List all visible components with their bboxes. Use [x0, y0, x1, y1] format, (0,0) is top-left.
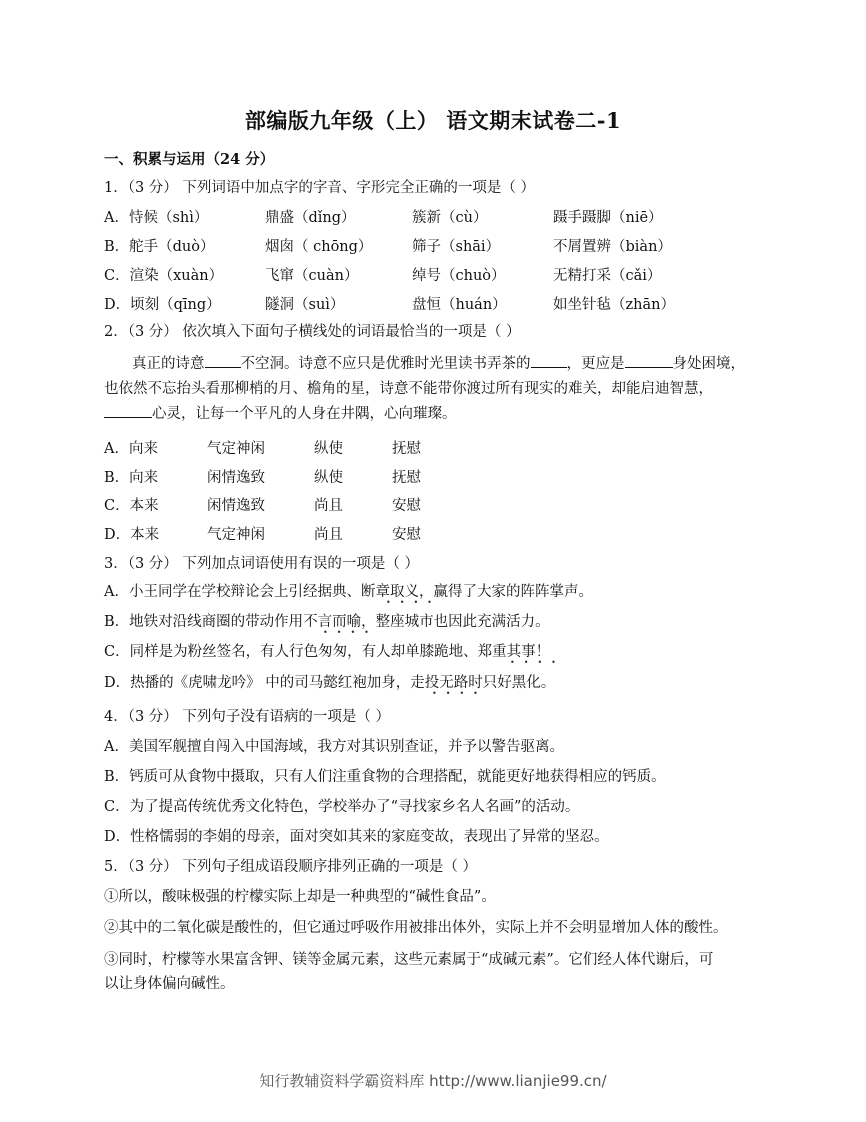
question-4-option-d: D．性格懦弱的李娟的母亲，面对突如其来的家庭变故，表现出了异常的坚忍。	[104, 829, 609, 845]
option-a-col3: 簇新（cù）	[412, 210, 488, 226]
option-b-word3: 纵使	[314, 470, 343, 486]
option-b-word4: 抚慰	[392, 470, 421, 486]
option-c-col2: 飞窜（cuàn）	[265, 268, 359, 284]
emphasis-dots: ••••	[386, 598, 441, 607]
question-2-stem: 2．（3 分） 依次填入下面句子横线处的词语最恰当的一项是（ ）	[104, 324, 521, 340]
option-d-col4: 如坐针毡（zhān）	[553, 297, 675, 313]
option-c-word2: 闲情逸致	[207, 498, 265, 514]
passage-text: 真正的诗意	[132, 356, 205, 372]
option-b-col3: 筛子（shāi）	[412, 239, 501, 255]
blank-1	[205, 353, 241, 368]
option-d-word2: 气定神闲	[207, 527, 265, 543]
option-d-word4: 安慰	[392, 527, 421, 543]
option-a-col1: A．恃候（shì）	[104, 210, 209, 226]
emphasis-dots: ••••	[323, 628, 378, 637]
option-b-word1: B．向来	[104, 470, 159, 486]
question-3-option-a: A．小王同学在学校辩论会上引经据典、断章取义，赢得了大家的阵阵掌声。	[104, 584, 593, 600]
blank-4	[104, 403, 152, 418]
option-a-word3: 纵使	[314, 441, 343, 457]
option-a-word2: 气定神闲	[207, 441, 265, 457]
question-4-option-b: B．钙质可从食物中摄取，只有人们注重食物的合理搭配，就能更好地获得相应的钙质。	[104, 769, 666, 785]
question-5-sentence-3-cont: 以让身体偏向碱性。	[104, 976, 235, 992]
option-c-word3: 尚且	[314, 498, 343, 514]
question-3-option-d: D．热播的《虎啸龙吟》 中的司马懿红袍加身，走投无路时只好黑化。	[104, 675, 556, 691]
option-b-col2: 烟囱（ chōng）	[265, 239, 373, 255]
passage-text: 不空洞。诗意不应只是优雅时光里读书弄茶的	[240, 356, 531, 372]
question-3-option-b: B．地铁对沿线商圈的带动作用不言而喻，整座城市也因此充满活力。	[104, 614, 550, 630]
option-c-col1: C．渲染（xuàn）	[104, 268, 224, 284]
section-heading: 一、积累与运用（24 分）	[104, 151, 275, 168]
page-footer: 知行教辅资料学霸资料库 http://www.lianjie99.cn/	[259, 1072, 607, 1090]
blank-2	[531, 353, 567, 368]
question-5-sentence-2: ②其中的二氧化碳是酸性的，但它通过呼吸作用被排出体外，实际上并不会明显增加人体的酸性。	[104, 920, 728, 936]
question-5-sentence-1: ①所以，酸味极强的柠檬实际上却是一种典型的“碱性食品”。	[104, 889, 496, 905]
question-4-stem: 4．（3 分） 下列句子没有语病的一项是（ ）	[104, 709, 391, 725]
question-2-passage-line2: 也依然不忘抬头看那柳梢的月、檐角的星，诗意不能带你渡过所有现实的难关，却能启迪智慧，	[104, 381, 713, 397]
passage-text: ，更应是	[566, 356, 625, 372]
question-3-stem: 3．（3 分） 下列加点词语使用有误的一项是（ ）	[104, 556, 420, 572]
option-d-col2: 隧洞（suì）	[265, 297, 345, 313]
question-4-option-c: C．为了提高传统优秀文化特色，学校举办了“寻找家乡名人名画”的活动。	[104, 799, 580, 815]
option-a-col4: 蹑手蹑脚（niē）	[553, 210, 663, 226]
option-d-col3: 盘恒（huán）	[412, 297, 507, 313]
question-4-option-a: A．美国军舰擅自闯入中国海域，我方对其识别查证，并予以警告驱离。	[104, 739, 564, 755]
option-a-word4: 抚慰	[392, 441, 421, 457]
option-c-col3: 绰号（chuò）	[412, 268, 506, 284]
option-b-word2: 闲情逸致	[207, 470, 265, 486]
question-2-passage-line1	[132, 352, 745, 373]
question-5-sentence-3: ③同时，柠檬等水果富含钾、镁等金属元素，这些元素属于“成碱元素”。它们经人体代谢后，可	[104, 952, 714, 968]
option-b-col1: B．舵手（duò）	[104, 239, 215, 255]
question-2-passage-line3	[104, 402, 457, 423]
option-b-col4: 不屑置辨（biàn）	[553, 239, 672, 255]
option-d-word3: 尚且	[314, 527, 343, 543]
page-title: 部编版九年级（上） 语文期末试卷二-1	[244, 108, 622, 133]
question-3-option-c: C．同样是为粉丝签名，有人行色匆匆，有人却单膝跪地、郑重其事！	[104, 644, 551, 660]
blank-3	[625, 353, 673, 368]
emphasis-dots: ••••	[432, 689, 487, 698]
passage-text: 身处困境，	[672, 356, 745, 372]
option-a-word1: A．向来	[104, 441, 158, 457]
option-c-word4: 安慰	[392, 498, 421, 514]
passage-text: 心灵，让每一个平凡的人身在井隅，心向璀璨。	[152, 406, 457, 422]
option-a-col2: 鼎盛（dǐng）	[265, 210, 356, 226]
question-1-stem: 1．（3 分） 下列词语中加点字的字音、字形完全正确的一项是（ ）	[104, 180, 536, 196]
question-5-stem: 5．（3 分） 下列句子组成语段顺序排列正确的一项是（ ）	[104, 859, 478, 875]
option-c-word1: C．本来	[104, 498, 159, 514]
emphasis-dots: ••••	[510, 658, 565, 667]
option-c-col4: 无精打采（cǎi）	[553, 268, 662, 284]
option-d-col1: D．顷刻（qīng）	[104, 297, 221, 313]
option-d-word1: D．本来	[104, 527, 160, 543]
